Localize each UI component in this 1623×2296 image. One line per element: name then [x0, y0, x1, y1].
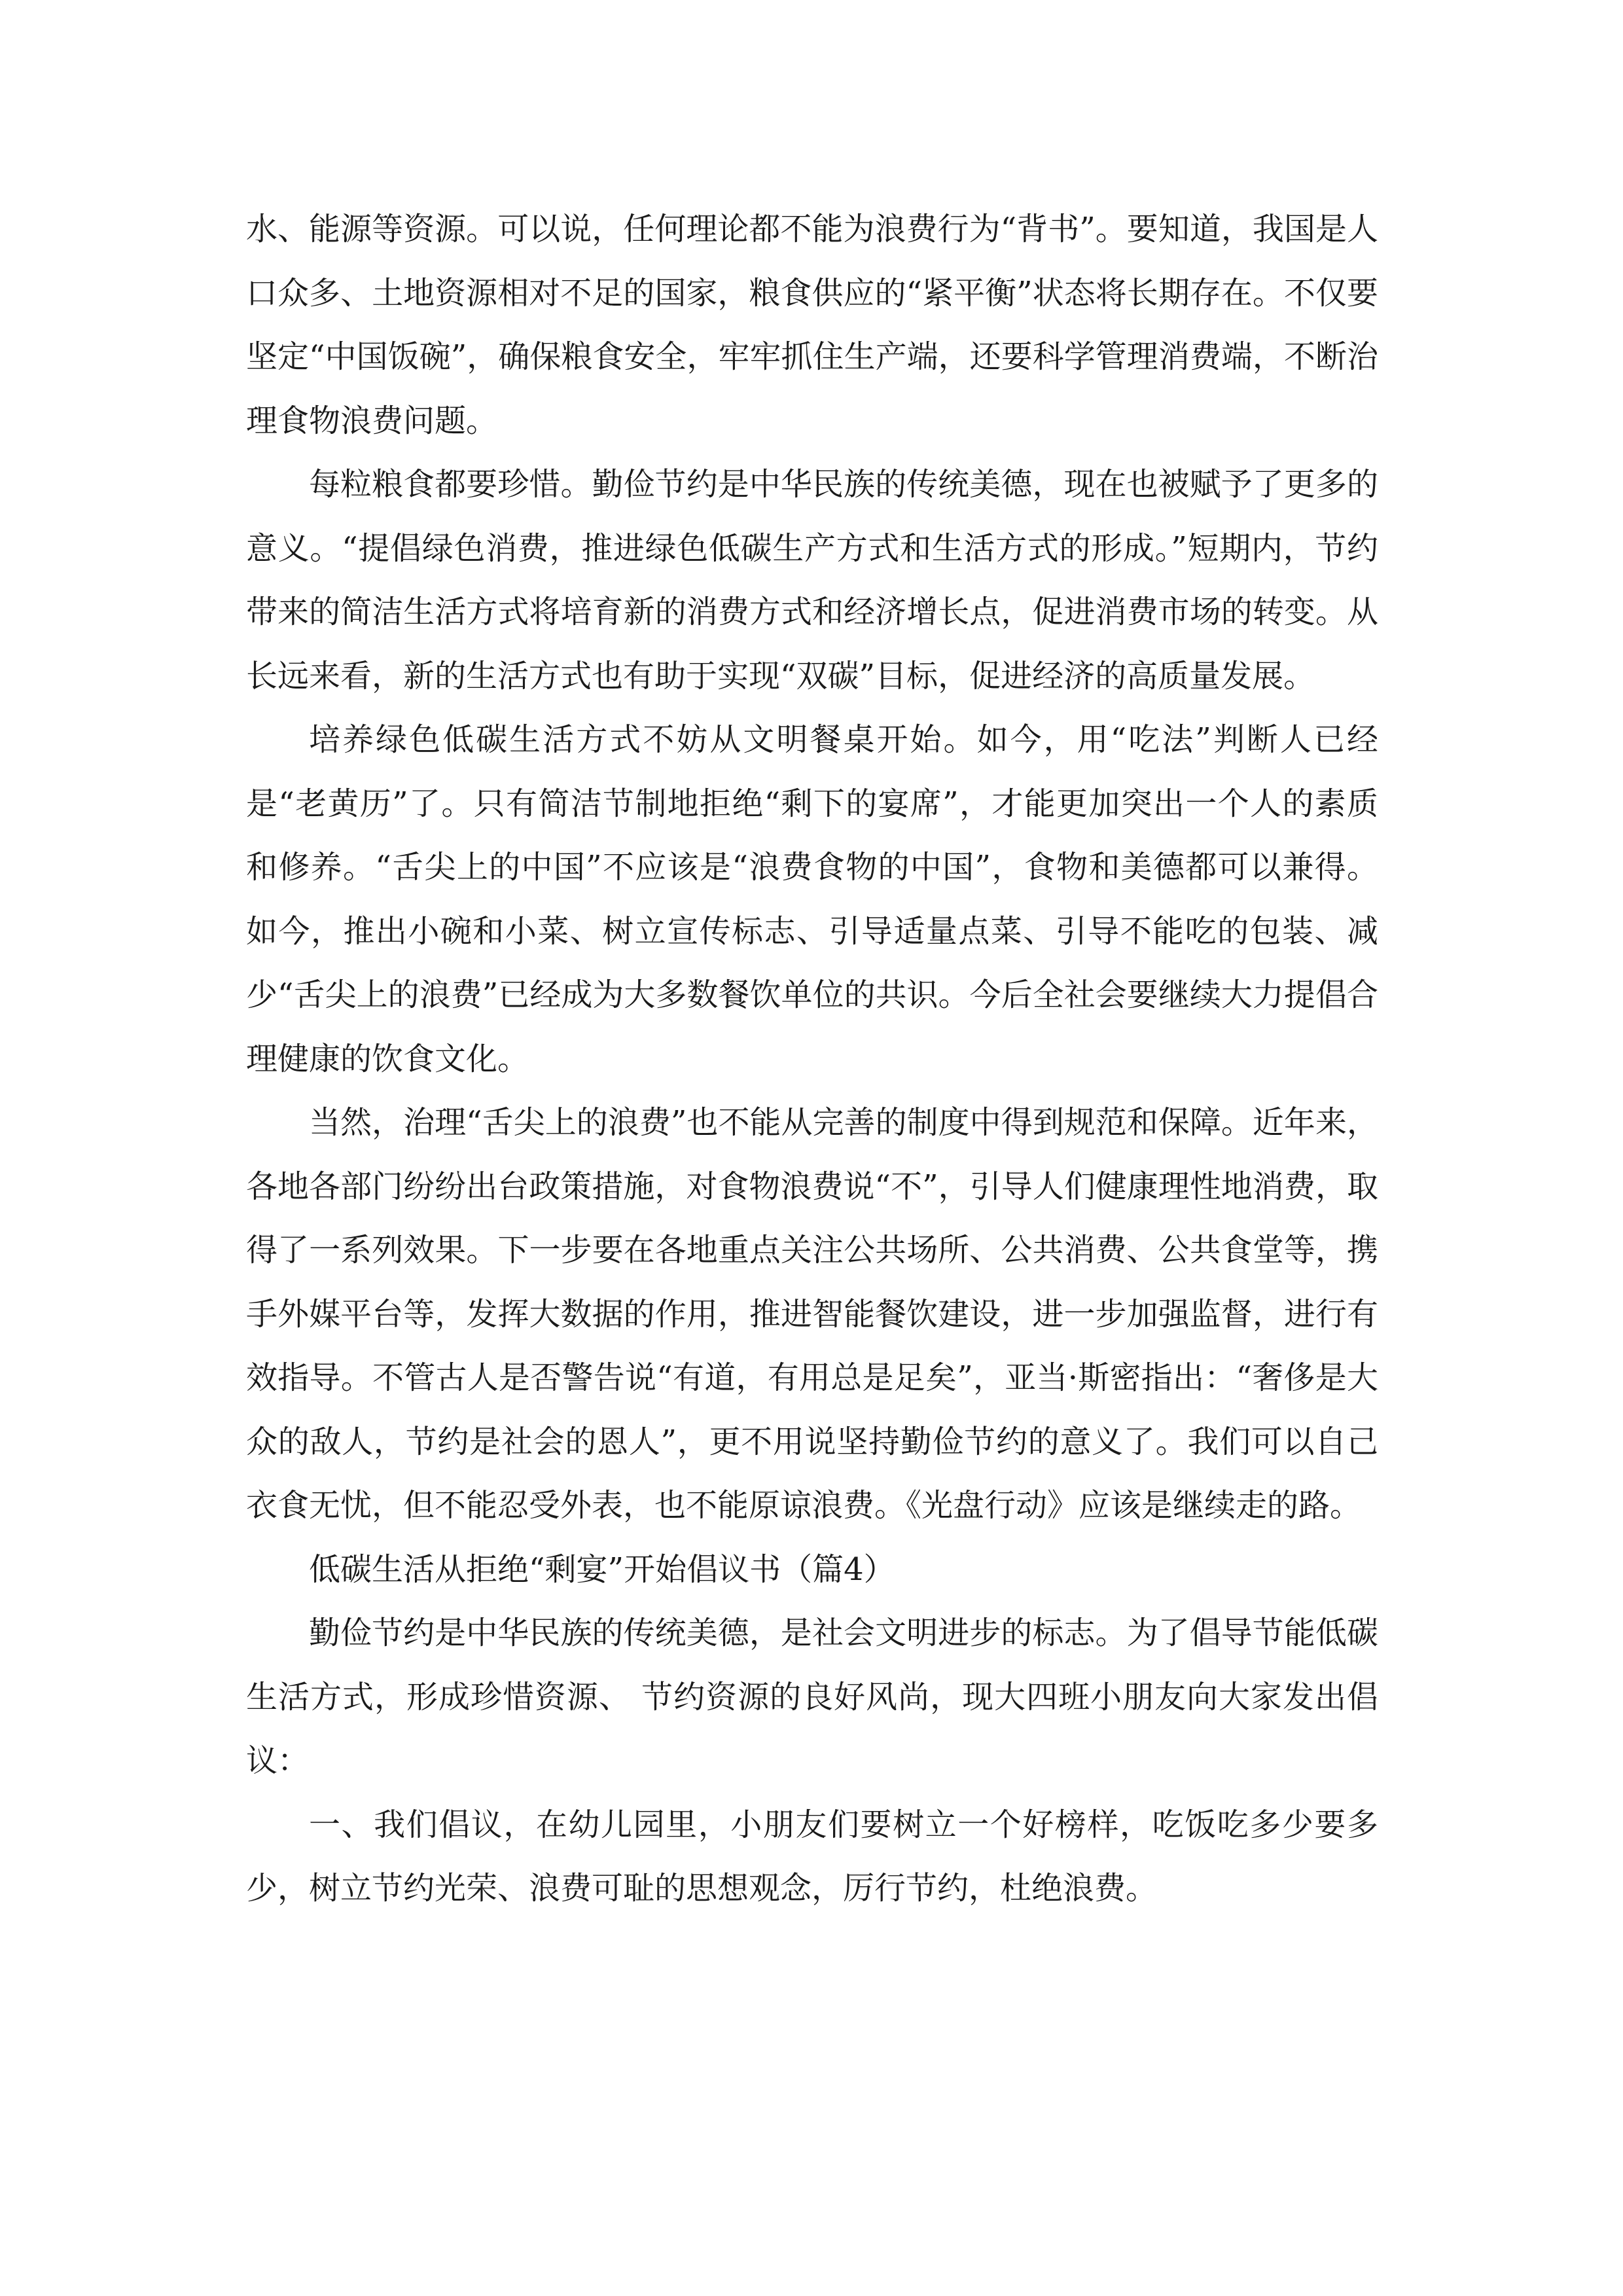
document-body: [246, 198, 1378, 1921]
paragraph-proposal-one: 一、我们倡议，在幼儿园里，小朋友们要树立一个好榜样，吃饭吃多少要多少，树立节约光荣、浪费可耻的思想观念，厉行节约，杜绝浪费。: [246, 1806, 1378, 1907]
paragraph-proposal-intro: 勤俭节约是中华民族的传统美德，是社会文明进步的标志。为了倡导节能低碳生活方式，形成珍惜资源、 节约资源的良好风尚，现大四班小朋友向大家发出倡议：: [246, 1615, 1378, 1779]
section-title: 低碳生活从拒绝“剩宴”开始倡议书（篇4）: [309, 1551, 895, 1588]
paragraph-dining-table: 培养绿色低碳生活方式不妨从文明餐桌开始。如今，用“吃法”判断人已经是“老黄历”了。只有简洁节制地拒绝“剩下的宴席”，才能更加突出一个人的素质和修养。“舌尖上的中国”不应该是“浪费食物的中国”，食物和美德都可以兼得。如今，推出小碗和小菜、树立宣传标志、引导适量点菜、引导不能吃的包装、减少“舌尖上的浪费”已经成为大多数餐饮单位的共识。今后全社会要继续大力提倡合理健康的饮食文化。: [246, 721, 1378, 1077]
paragraph-grain: 每粒粮食都要珍惜。勤俭节约是中华民族的传统美德，现在也被赋予了更多的意义。“提倡绿色消费，推进绿色低碳生产方式和生活方式的形成。”短期内，节约带来的简洁生活方式将培育新的消费方式和经济增长点，促进消费市场的转变。从长远来看，新的生活方式也有助于实现“双碳”目标，促进经济的高质量发展。: [246, 466, 1378, 694]
paragraph-continuation: 水、能源等资源。可以说，任何理论都不能为浪费行为“背书”。要知道，我国是人口众多、土地资源相对不足的国家，粮食供应的“紧平衡”状态将长期存在。不仅要坚定“中国饭碗”，确保粮食安全，牢牢抓住生产端，还要科学管理消费端，不断治理食物浪费问题。: [246, 211, 1378, 439]
paragraph-governance: 当然，治理“舌尖上的浪费”也不能从完善的制度中得到规范和保障。近年来，各地各部门纷纷出台政策措施，对食物浪费说“不”，引导人们健康理性地消费，取得了一系列效果。下一步要在各地重点关注公共场所、公共消费、公共食堂等，携手外媒平台等，发挥大数据的作用，推进智能餐饮建设，进一步加强监督，进行有效指导。不管古人是否警告说“有道，有用总是足矣”，亚当·斯密指出：“奢侈是大众的敌人，节约是社会的恩人”，更不用说坚持勤俭节约的意义了。我们可以自己衣食无忧，但不能忍受外表，也不能原谅浪费。《光盘行动》应该是继续走的路。: [246, 1104, 1378, 1524]
